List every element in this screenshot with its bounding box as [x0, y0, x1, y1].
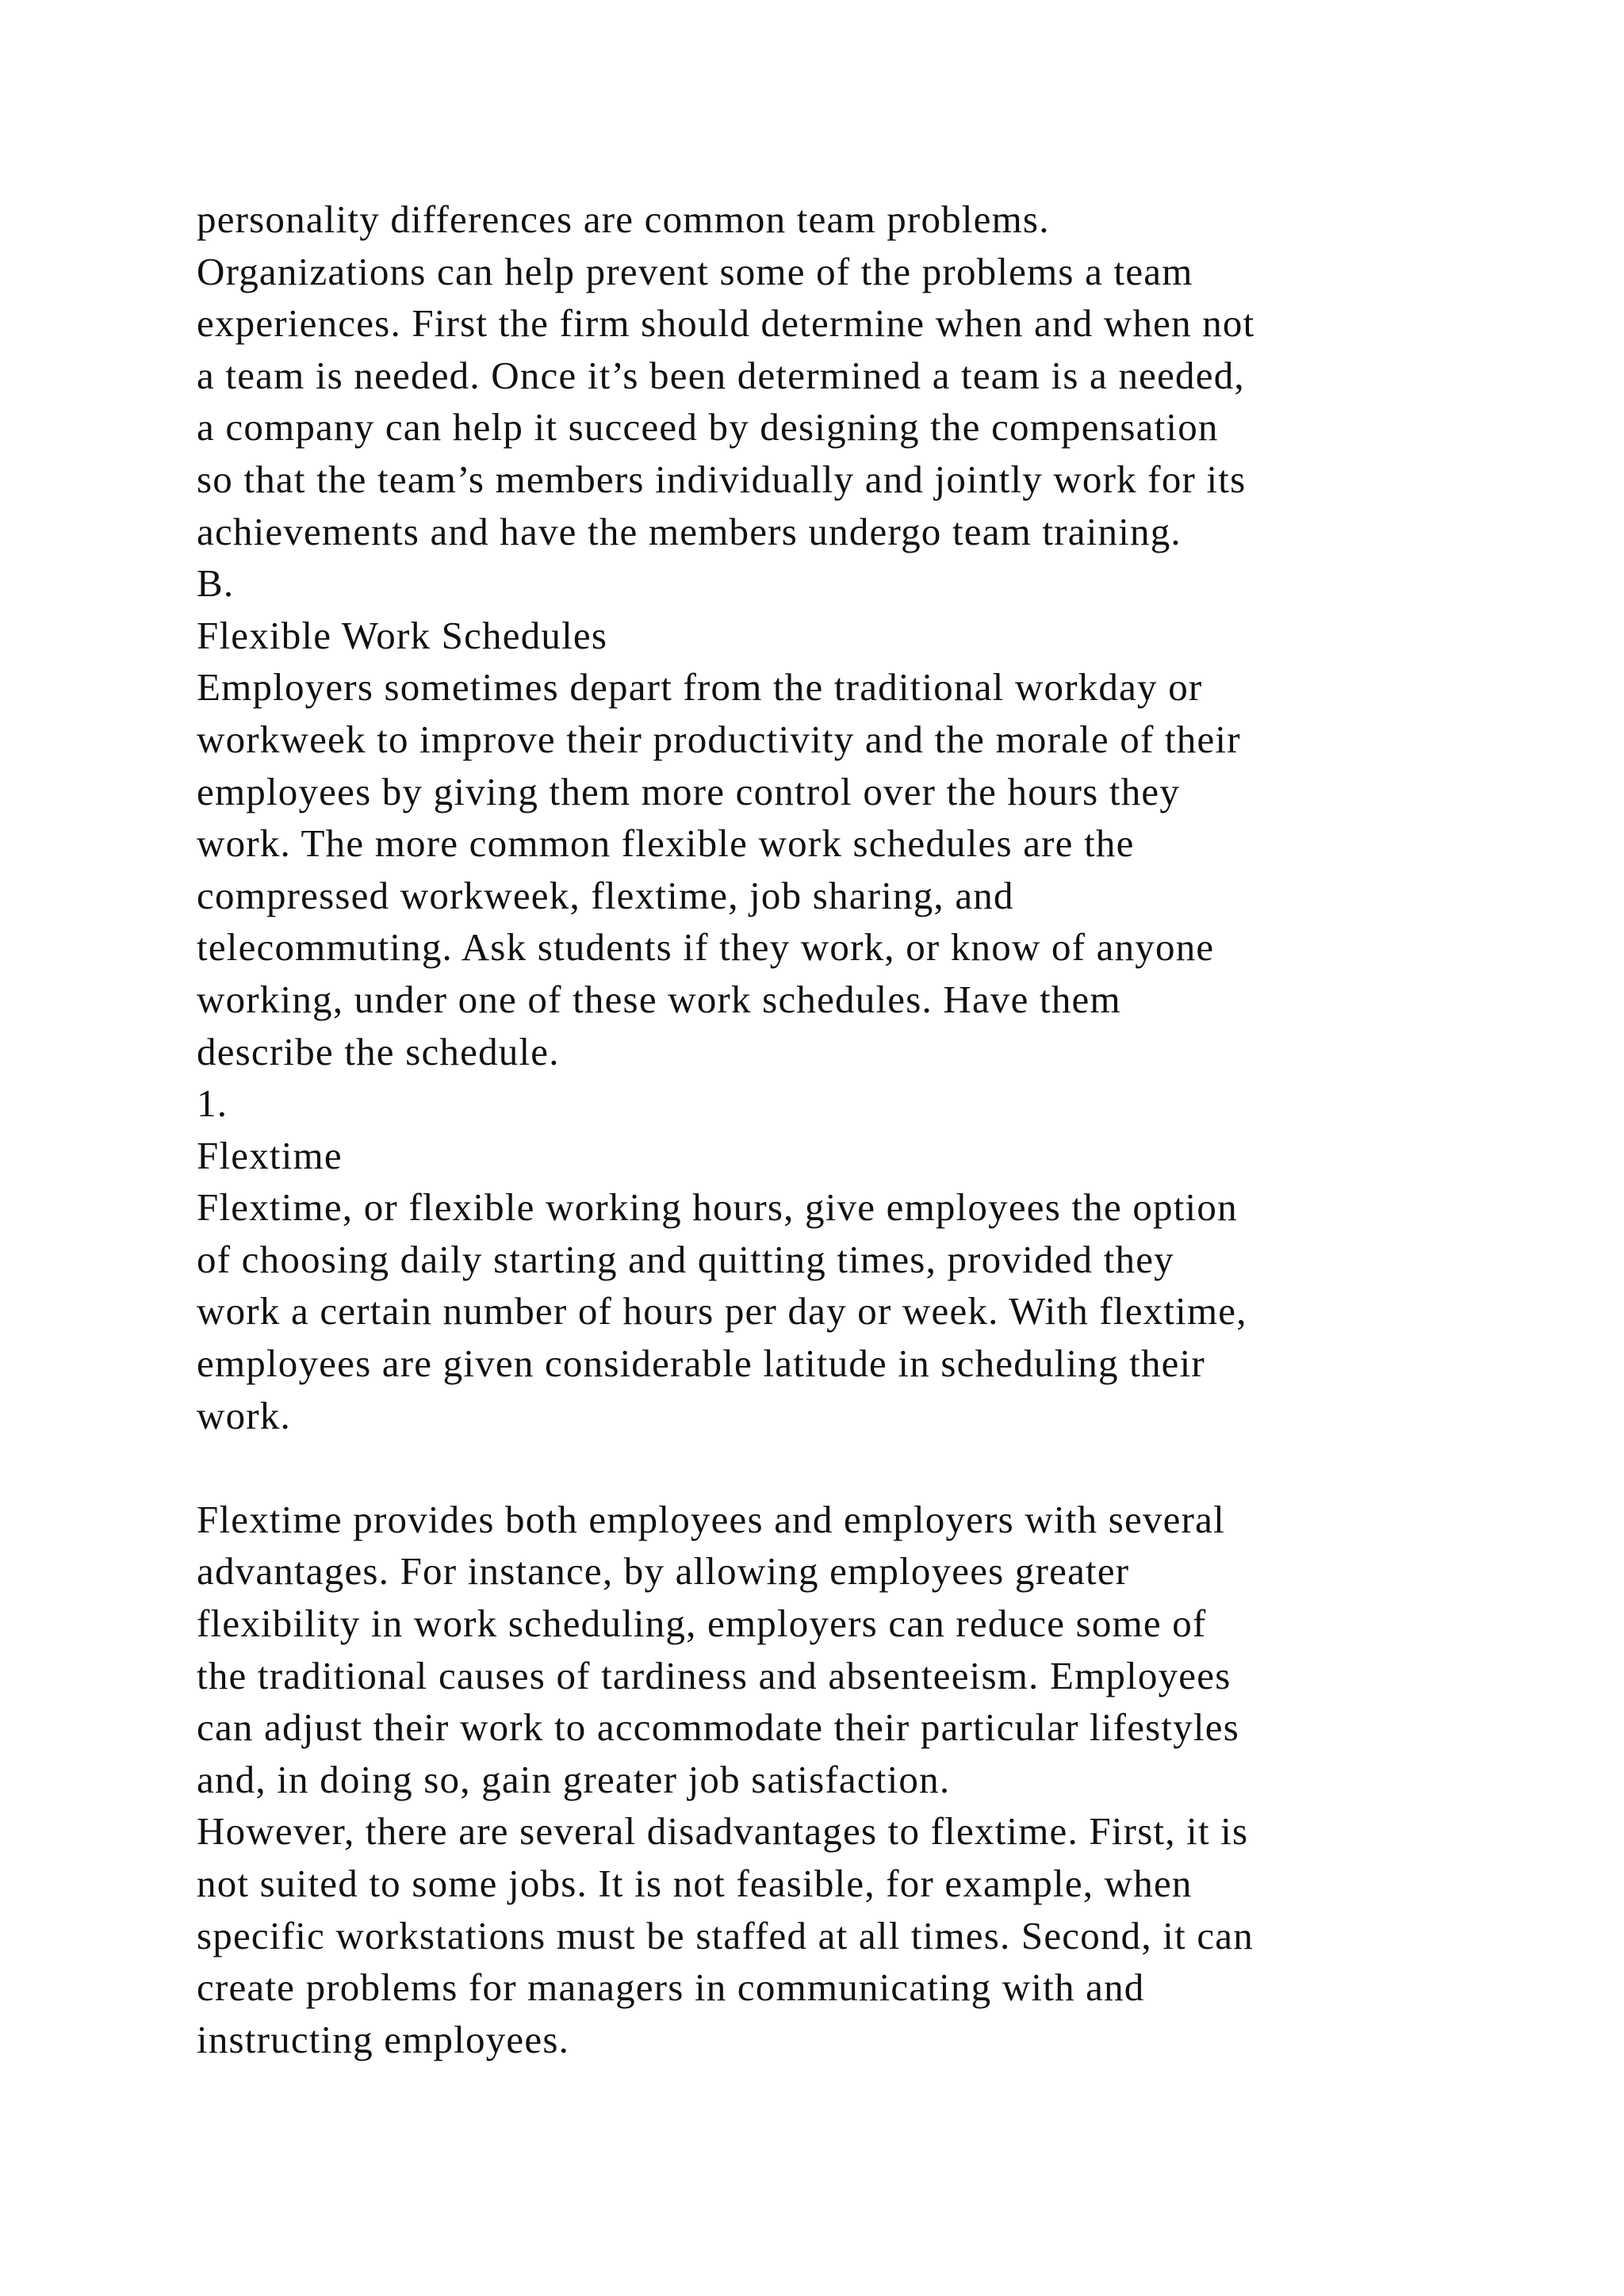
text-line: of choosing daily starting and quitting times, provided they	[197, 1237, 1174, 1281]
text-line: Flextime, or flexible working hours, give employees the option	[197, 1185, 1238, 1230]
text-line: a team is needed. Once it’s been determined a team is a needed,	[197, 353, 1245, 397]
text-line: and, in doing so, gain greater job satisfaction.	[197, 1757, 951, 1801]
text-line: can adjust their work to accommodate their particular lifestyles	[197, 1705, 1239, 1750]
text-line: employees by giving them more control over the hours they	[197, 769, 1181, 813]
text-line: experiences. First the firm should determine when and when not	[197, 301, 1255, 346]
text-line: telecommuting. Ask students if they work, or know of anyone	[197, 925, 1215, 970]
paragraph-gap	[197, 1441, 1481, 1494]
text-line: describe the schedule.	[197, 1029, 560, 1073]
text-line: achievements and have the members undergo team training.	[197, 509, 1182, 553]
text-line: create problems for managers in communicating with and	[197, 1965, 1145, 2010]
text-line: work.	[197, 1393, 291, 1437]
text-line: work. The more common flexible work schedules are the	[197, 821, 1135, 866]
text-line: the traditional causes of tardiness and absenteeism. Employees	[197, 1653, 1231, 1697]
text-line: However, there are several disadvantages to flextime. First, it is	[197, 1809, 1249, 1854]
text-line: not suited to some jobs. It is not feasible, for example, when	[197, 1862, 1193, 1905]
text-line: workweek to improve their productivity and the morale of their	[197, 717, 1241, 761]
text-line: working, under one of these work schedules. Have them	[197, 977, 1121, 1021]
text-line: Employers sometimes depart from the traditional workday or	[197, 665, 1203, 710]
text-line: work a certain number of hours per day or week. With flextime,	[197, 1289, 1247, 1334]
subsection-heading: Flextime	[197, 1133, 343, 1177]
text-line: Flextime provides both employees and employers with several	[197, 1497, 1225, 1541]
subsection-label: 1.	[197, 1081, 228, 1126]
text-line: compressed workweek, flextime, job sharing, and	[197, 873, 1014, 917]
text-line: so that the team’s members individually and jointly work for its	[197, 457, 1247, 501]
section-label: B.	[197, 561, 235, 606]
text-line: advantages. For instance, by allowing employees greater	[197, 1549, 1130, 1594]
text-line: personality differences are common team problems.	[197, 197, 1050, 241]
text-line: instructing employees.	[197, 2017, 570, 2061]
text-line: employees are given considerable latitude in scheduling their	[197, 1341, 1205, 1386]
text-line: a company can help it succeed by designing the compensation	[197, 405, 1219, 450]
text-line: flexibility in work scheduling, employers can reduce some of	[197, 1601, 1207, 1646]
text-line: specific workstations must be staffed at all times. Second, it can	[197, 1913, 1254, 1957]
section-heading: Flexible Work Schedules	[197, 613, 608, 657]
document-body	[197, 193, 1481, 2065]
text-line: Organizations can help prevent some of the problems a team	[197, 249, 1193, 293]
